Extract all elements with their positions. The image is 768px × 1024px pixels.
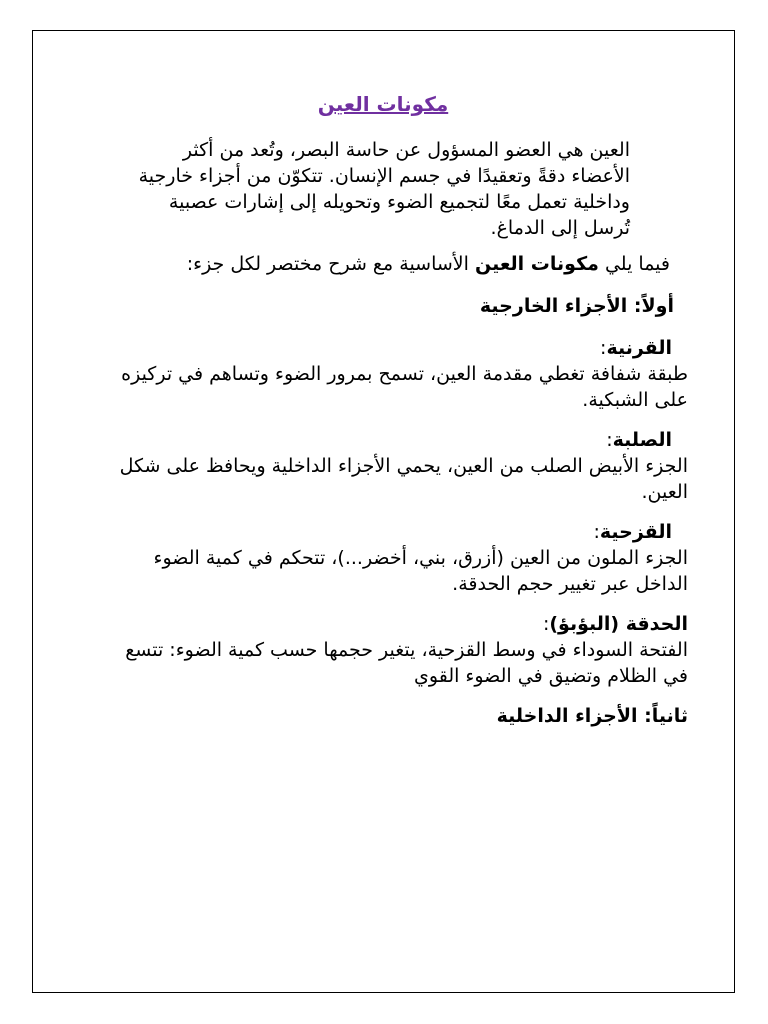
section-heading-external: أولاً: الأجزاء الخارجية bbox=[479, 295, 674, 317]
part-title-line bbox=[118, 427, 688, 453]
part-colon: : bbox=[542, 613, 550, 635]
lead-paragraph bbox=[118, 251, 688, 277]
part-iris bbox=[118, 519, 688, 597]
document-title: مكونات العين bbox=[317, 92, 449, 116]
lead-text-after: الأساسية مع شرح مختصر لكل جزء: bbox=[186, 253, 475, 275]
part-colon: : bbox=[600, 337, 607, 359]
part-title-line bbox=[118, 611, 688, 637]
part-name: الحدقة (البؤبؤ) bbox=[549, 613, 688, 635]
document-page bbox=[32, 30, 735, 993]
part-pupil bbox=[118, 611, 688, 689]
part-title-line bbox=[118, 335, 688, 361]
section-heading-internal: ثانياً: الأجزاء الداخلية bbox=[496, 705, 688, 727]
part-description: الفتحة السوداء في وسط القزحية، يتغير حجمها حسب كمية الضوء: تتسع في الظلام وتضيق في الضوء القوي bbox=[125, 639, 688, 687]
part-name: القرنية bbox=[606, 337, 672, 359]
part-colon: : bbox=[593, 521, 600, 543]
part-description: الجزء الملون من العين (أزرق، بني، أخضر...)، تتحكم في كمية الضوء الداخل عبر تغيير حجم الحدقة. bbox=[153, 547, 688, 595]
part-cornea bbox=[118, 335, 688, 413]
part-name: القزحية bbox=[599, 521, 672, 543]
part-sclera bbox=[118, 427, 688, 505]
part-description: طبقة شفافة تغطي مقدمة العين، تسمح بمرور الضوء وتساهم في تركيزه على الشبكية. bbox=[121, 363, 688, 411]
part-title-line bbox=[118, 519, 688, 545]
part-colon: : bbox=[606, 429, 613, 451]
lead-text-bold: مكونات العين bbox=[474, 253, 599, 275]
part-description: الجزء الأبيض الصلب من العين، يحمي الأجزاء الداخلية ويحافظ على شكل العين. bbox=[119, 455, 688, 503]
part-name: الصلبة bbox=[612, 429, 672, 451]
document-body bbox=[118, 91, 688, 745]
intro-paragraph: العين هي العضو المسؤول عن حاسة البصر، وتُعد من أكثر الأعضاء دقةً وتعقيدًا في جسم الإنسان. تتكوّن من أجزاء خارجية وداخلية تعمل معًا لتجميع الضوء وتحويله إلى إشارات عصبية تُرسل إلى الدماغ. bbox=[138, 139, 630, 239]
lead-text-before: فيما يلي bbox=[598, 253, 670, 275]
